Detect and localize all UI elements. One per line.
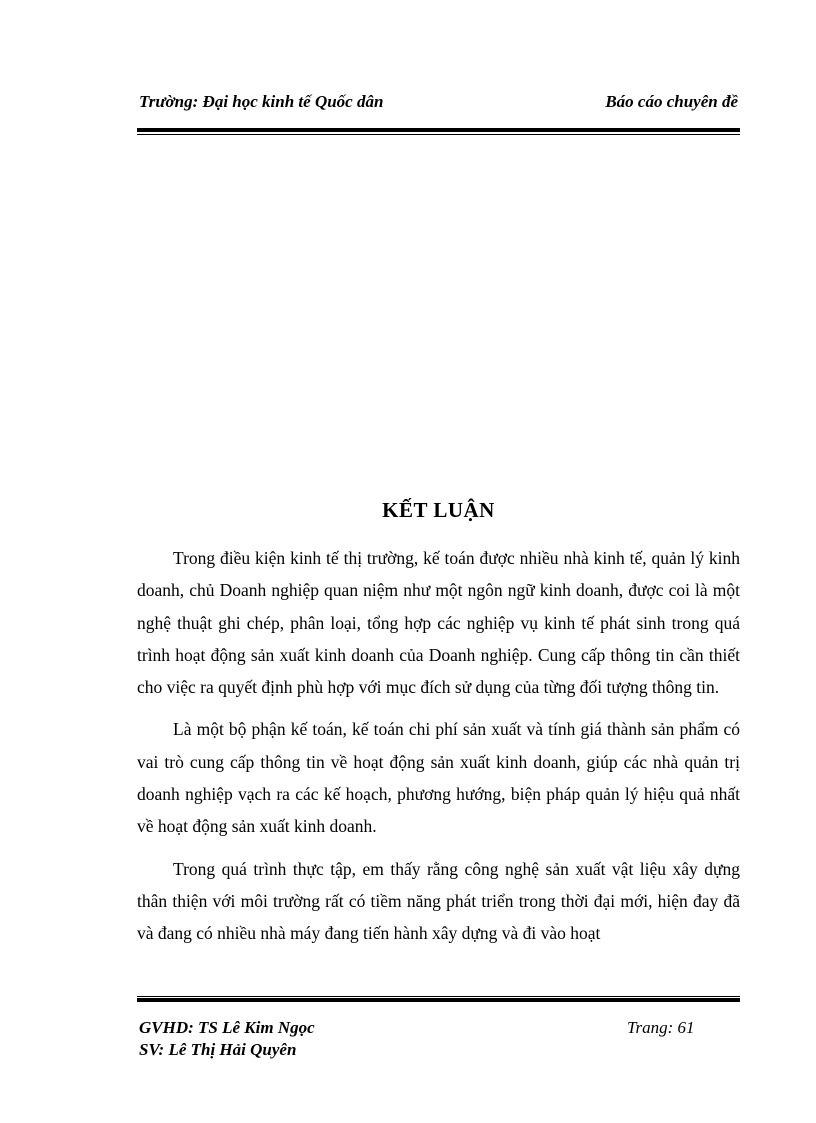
page-footer: [137, 1015, 740, 1065]
header-divider-thin: [137, 134, 740, 135]
page-header: [137, 90, 740, 118]
header-divider: [137, 128, 740, 135]
footer-divider-thick: [137, 998, 740, 1002]
page-title: KẾT LUẬN: [382, 498, 495, 522]
footer-advisor: GVHD: TS Lê Kim Ngọc: [139, 1018, 315, 1037]
header-report-type: Báo cáo chuyên đề: [605, 92, 738, 111]
body-text: [137, 542, 740, 950]
header-school: Trường: Đại học kinh tế Quốc dân: [139, 92, 384, 111]
footer-student: SV: Lê Thị Hải Quyên: [139, 1040, 297, 1059]
paragraph-1: Trong điều kiện kinh tế thị trường, kế toán được nhiều nhà kinh tế, quản lý kinh doanh, chủ Doanh nghiệp quan niệm như một ngôn ngữ kinh doanh, được coi là một nghệ thuật ghi chép, phân loại, tổng hợp các nghiệp vụ kinh tế phát sinh trong quá trình hoạt động sản xuất kinh doanh của Doanh nghiệp. Cung cấp thông tin cần thiết cho việc ra quyết định phù hợp với mục đích sử dụng của từng đối tượng thông tin.: [137, 548, 740, 698]
header-divider-thick: [137, 128, 740, 132]
footer-divider: [137, 996, 740, 1003]
footer-divider-thin: [137, 996, 740, 997]
page-number: Trang: 61: [627, 1018, 695, 1037]
paragraph-3: Trong quá trình thực tập, em thấy rằng công nghệ sản xuất vật liệu xây dựng thân thiện với môi trường rất có tiềm năng phát triển trong thời đại mới, hiện đay đã và đang có nhiều nhà máy đang tiến hành xây dựng và đi vào hoạt: [137, 858, 740, 944]
paragraph-2: Là một bộ phận kế toán, kế toán chi phí sản xuất và tính giá thành sản phẩm có vai trò cung cấp thông tin về hoạt động sản xuất kinh doanh, giúp các nhà quản trị doanh nghiệp vạch ra các kế hoạch, phương hướng, biện pháp quản lý hiệu quả nhất về hoạt động sản xuất kinh doanh.: [137, 719, 740, 837]
